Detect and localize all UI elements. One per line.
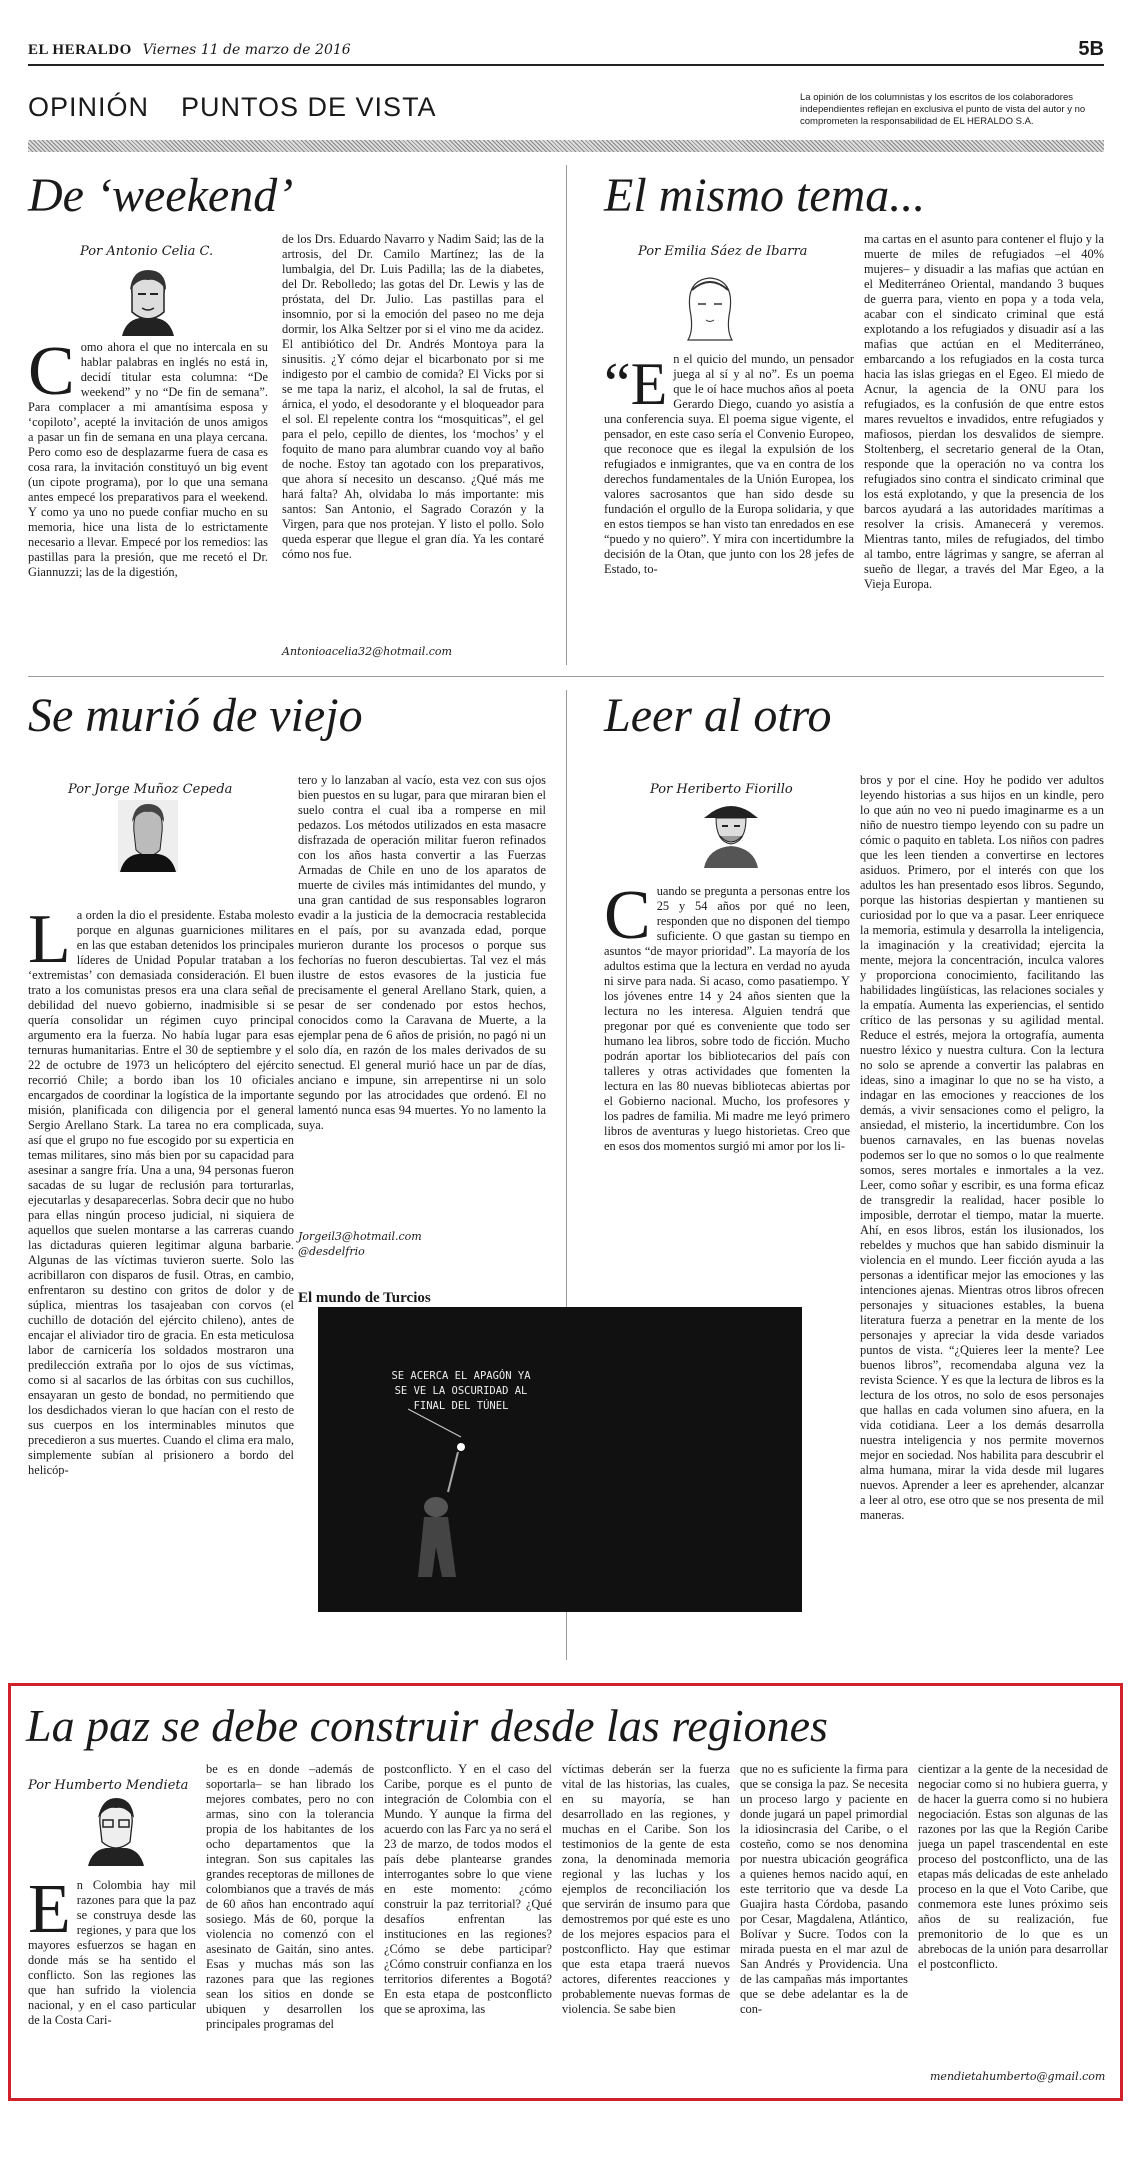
article-body-leer-col1 xyxy=(604,884,850,1294)
section-title: OPINIÓN xyxy=(28,92,150,122)
article-body-paz-col4 xyxy=(562,1762,730,2092)
headline-se-murio-de-viejo: Se murió de viejo xyxy=(28,689,363,742)
cartoon-drawing xyxy=(318,1307,802,1612)
headline-la-paz: La paz se debe construir desde las regiones xyxy=(26,1700,828,1751)
paragraph: víctimas deberán ser la fuerza vital de las historias, las cuales, en su mayoría, se han desarrollado en las regiones, y muchas en el Caribe. Son los testimonios de la gente de esta zona, la denominada memoria regional y las luchas y los ejemplos de reconciliación los que servirán de insumo para que demostremos por qué este es uno de los mejores espacios para el postconflicto. Hay que estimar que esta etapa traerá nuevos actores, diferentes reacciones y probablemente nuevas formas de violencia. Se sabe bien xyxy=(562,1762,730,2016)
masthead xyxy=(28,40,1104,60)
article-body-mismo-col2 xyxy=(864,232,1104,652)
section-header xyxy=(28,92,437,123)
paragraph: uando se pregunta a personas entre los 25 y 54 años por qué no leen, responden que no disponen del tiempo suficiente. O que gastan su tiempo en asuntos “de mayor prioridad”. La mayoría de los adultos estima que la lectura en verdad no ayuda ni sirve para nada. Si acaso, como pasatiempo. Y los jóvenes entre 14 y 24 años sienten que la lectura no les interesa. Alguien tendrá que pregonar por qué es conveniente que todo ser humano lea libros, sobre todo de ficción. Mucho podrán aportar los bibliotecarios del país con talleres y otras actividades que fomenten la lectura en las 80 nuevas bibliotecas abiertas por el Gobierno nacional. Mucho, los profesores y los padres de familia. Mi madre me leyó primero libros de aventuras y luego historietas. Creo que en esos dos momentos surgió mi amor por los li- xyxy=(604,884,850,1153)
article-body-viejo-col2 xyxy=(298,773,546,1173)
author-email: Jorgeil3@hotmail.com xyxy=(298,1230,422,1243)
author-portrait xyxy=(698,796,764,868)
drop-cap: “E xyxy=(604,352,668,417)
section-subtitle: PUNTOS DE VISTA xyxy=(181,92,437,122)
article-body-paz-col2 xyxy=(206,1762,374,2092)
article-body-leer-col2 xyxy=(860,773,1104,1663)
drop-cap: E xyxy=(28,1878,71,1948)
drop-cap: C xyxy=(604,884,651,954)
paragraph: omo ahora el que no intercala en su hablar palabras en inglés no está in, decidí titular esta columna: “De weekend” y no “De fin de semana”. Para complacer a mi amantísima esposa y ‘copiloto’, acepté la invitación de unos amigos a pasar un fin de semana en una playa cercana. Pero como eso de desplazarme fuera de casa es cosa rara, la invitación constituyó un big event (un cipote programa), por lo que una semana antes empecé los preparativos para el weekend. Y como ya uno no puede confiar mucho en su memoria, hice una lista de lo estrictamente necesario a llevar. Empecé por los remedios: las pastillas para la presión, que me recetó el Dr. Giannuzzi; las de la digestión, xyxy=(28,340,268,579)
author-handle: @desdelfrio xyxy=(298,1245,365,1258)
article-body-paz-col3 xyxy=(384,1762,552,2092)
paragraph: que no es suficiente la firma para que se consiga la paz. Se necesita un proceso largo y paciente en donde jugará un papel primordial la idiosincrasia del Caribe, o el costeño, como se nos denomina por nuestra ubicación geográfica a quienes hemos nacido aquí, en este territorio que va desde La Guajira hasta Córdoba, pasando por Cesar, Magdalena, Atlántico, Bolívar y Sucre. Todos con la mirada puesta en el mar azul de San Andrés y Providencia. Una de las campañas más importantes que se debe adelantar es la de con- xyxy=(740,1762,908,2016)
page-number: 5B xyxy=(1078,38,1104,60)
paragraph: n el quicio del mundo, un pensador juega al sí y al no”. Es un poema que le oí hace muchos años al poeta Gerardo Diego, cuando yo asistía a una conferencia suya. El poema sigue vigente, el pensador, en este caso sería el Convenio Europeo, que reconoce que es ilegal la expulsión de los refugiados e inmigrantes, que va en contra de los derechos fundamentales de la Unión Europea, los valores sacrosantos que han sido desde su fundación el orgullo de la Europa solidaria, y que en estos tiempos se han visto tan enredados en ese “puedo y no quiero”. Y mira con incertidumbre la decisión de la Otan, que junto con los 28 jefes de Estado, to- xyxy=(604,352,854,576)
paragraph: tero y lo lanzaban al vacío, esta vez con sus ojos bien puestos en su lugar, para que miraran bien el suelo contra el cual iba a romperse en mil pedazos. Los métodos utilizados en esta masacre disfrazada de operación militar fueron refinados con los años hasta convertir a las Fuerzas Armadas de Chile en uno de los aparatos de muerte de civiles más intimidantes del mundo, y una gran cantidad de sus responsables lograron evadir a la justicia de la democracia restablecida en el país, por su avanzada edad, porque murieron durante los procesos o porque sus fechorías no fueron descubiertas. Tal vez el más ilustre de estos evasores de la justicia fue precisamente el general Arellano Stark, quien, a pesar de ser condenado por estos hechos, conocidos como la Caravana de Muerte, a la ejemplar pena de 6 años de prisión, no pagó ni un solo día, en razón de los males derivados de su senectud. El general murió hace un par de días, anciano e impune, sin arrepentirse ni un solo segundo por las atrocidades que ordenó. El no lamentó nunca esas 94 muertes. Yo no lamento la suya. xyxy=(298,773,546,1132)
headline-mismo-tema: El mismo tema... xyxy=(604,169,926,222)
paragraph: ma cartas en el asunto para contener el flujo y la muerte de miles de refugiados –el 40% mujeres– y disuadir a las mafias que actúan en el Mediterráneo Oriental, mandando 3 buques de guerra para, viento en popa y a toda vela, acabar con el sindicato criminal que está explotando a los refugiados y disuadir así a las mafias que actúan en el Mediterráneo, embarcando a los refugiados en la costa turca hacia las islas griegas en el Egeo. El miedo de Acnur, la agencia de la ONU para los refugiados, es la confusión de que entre estos mares revueltos e invadidos, entre refugiados y mafiosos, pierdan los desvalidos de siempre. Stoltenberg, el secretario general de la Otan, responde que la operación no va contra los refugiados sino contra el sindicato criminal que los está explotando, y que la presencia de los barcos ayudará a las autoridades marítimas a resolver la crisis. Amanecerá y veremos. Mientras tanto, miles de refugiados, del timbo al tambo, entre lágrimas y sangre, se aferran al sueño de llegar, a través del Mar Egeo, a la Vieja Europa. xyxy=(864,232,1104,591)
cartoon-title: El mundo de Turcios xyxy=(298,1290,431,1306)
byline-la-paz: Por Humberto Mendieta xyxy=(28,1778,189,1793)
article-body-mismo-col1 xyxy=(604,352,854,652)
paragraph: a orden la dio el presidente. Estaba molesto porque en algunas guarniciones militares en las que estaban detenidos los principales líderes de Unidad Popular trataban a los ‘extremistas’ con demasiada consideración. El buen trato a los comunistas presos era una clara señal de debilidad del nuevo gobierno, inadmisible si se quería consolidar un régimen cuyo principal argumento era la fuerza. No había lugar para esas ternuras humanitarias. Entre el 30 de septiembre y el 22 de octubre de 1973 un helicóptero del ejército recorrió Chile; a bordo iban los 10 oficiales encargados de coordinar la logística de la importante misión, planificada con diligencia por el general Sergio Arellano Stark. La tarea no era complicada, así que el grupo no fue escogido por su experticia en temas militares, sino más bien por su capacidad para asesinar a sangre fría. Una a una, 94 personas fueron sacadas de su lugar de reclusión para torturarlas, ejecutarlas y desaparecerlas. Sobra decir que no hubo para ellas ningún proceso judicial, ni siquiera de aquellos que suelen montarse a las carreras cuando las dictaduras quieren legitimar alguna barbarie. Algunas de las víctimas tuvieron suerte. Solo las acribillaron con disparos de fusil. Otras, en cambio, enfrentaron su destino con gritos de dolor y de súplica, mientras los tasajeaban con corvos (el cuchillo de dotación del ejército chileno), antes de encajar el aliviador tiro de gracia. En esta meticulosa labor de carnicería los soldados mostraron una predilección extraña por lo ojos de sus víctimas, como si al sacarlos de las órbitas con sus cuchillos, ensayaran un gesto de bondad, no permitiendo que los desdichados vieran lo que hacían con el resto de sus cuerpos en los interminables minutos que precedieron a sus muertes. Cuando el clima era malo, simplemente subían al prisionero a bordo del helicóp- xyxy=(28,908,294,1477)
article-body-viejo-col1 xyxy=(28,908,294,1668)
author-portrait xyxy=(118,800,178,872)
headline-leer-al-otro: Leer al otro xyxy=(604,689,832,742)
author-portrait xyxy=(680,270,740,342)
byline-weekend: Por Antonio Celia C. xyxy=(80,244,214,259)
column-divider xyxy=(566,165,567,665)
paper-name: EL HERALDO xyxy=(28,42,132,58)
paragraph: postconflicto. Y en el caso del Caribe, porque es el punto de integración de Colombia con el Mundo. Y aunque la firma del acuerdo con las Farc ya no será el 23 de marzo, de todos modos el país debe plantearse grandes interrogantes sobre lo que viene en este momento: ¿cómo construir la paz territorial? ¿Qué desafíos enfrentan las instituciones en las regiones? ¿Cómo se debe participar? ¿Cómo construir confianza en los territorios diferentes a Bogotá? En esta etapa de postconflicto que se aproxima, las xyxy=(384,1762,552,2016)
disclaimer: La opinión de los columnistas y los escritos de los colaboradores independientes reflejan en exclusiva el punto de vista del autor y no comprometen la responsabilidad de EL HERALDO S.A. xyxy=(800,92,1086,127)
article-body-paz-col5 xyxy=(740,1762,908,2092)
headline-weekend: De ‘weekend’ xyxy=(28,169,294,222)
drop-cap: L xyxy=(28,908,71,978)
byline-mismo-tema: Por Emilia Sáez de Ibarra xyxy=(638,244,808,259)
cartoon-image xyxy=(318,1307,802,1612)
author-email: mendietahumberto@gmail.com xyxy=(930,2070,1106,2083)
paragraph: bros y por el cine. Hoy he podido ver adultos leyendo historias a sus hijos en un kindle, pero lo que aún no veo ni puedo imaginarme es a un niño de nuestro tiempo leyendo con su padre un cómic o paquito en tableta. Los niños con padres que les leen tienden a convertirse en lectores asiduos. Primero, por el interés con que los adultos les han presentado esos libros. Segundo, porque las historias despiertan y mantienen su curiosidad por lo que va a pasar. Leer enriquece la memoria, estimula y desarrolla la inteligencia, la imaginación y la creatividad; ejercita la mente, mejora la concentración, inculca valores y proporciona conocimiento, facilitando las habilidades lingüísticas, las relaciones sociales y la empatía. Aumenta las experiencias, el sentido crítico de las personas y su agilidad mental. Reduce el estrés, mejora la ortografía, aumenta nuestro léxico y nuestra cultura. Con la lectura no solo se aprende a convertir las palabras en ideas, sino a imaginar lo que no se ha visto, a indagar en las emociones y reacciones de los demás, a vivir sensaciones como el peligro, la ansiedad, el misterio, la incertidumbre. Con los buenos carnavales, en las buenas novelas podemos ser lo que no somos o lo que realmente somos, seres mortales e inmortales a la vez. Leer, como soñar y escribir, es una forma eficaz de transgredir la realidad, hacer posible lo imposible, derrotar el tiempo, matar la muerte. Ahí, en esos libros, están los ilusionados, los rebeldes y muchos que han sabido disminuir la violencia en el mundo. Leer ficción ayuda a las personas a identificar mejor las emociones y las intenciones ajenas. Mientras otros libros ofrecen personajes y situaciones estables, la buena literatura fuerza a penetrar en la mente de los personajes y apreciar la vida desde variados puntos de vista. “¿Quieres leer la mente? Lee buenos libros”, recomendaba alguna vez la revista Science. Y es que la lectura de libros es la lectura de los otros, no solo de esos personajes que hallas en cada volumen sino afuera, en la vida cotidiana. Leer a los demás desarrolla nuestra inteligencia y nos permite movernos mejor en sociedad. Nos habilita para descubrir el alma humana, mirar la vida desde mil lugares nuevos. Aprender a leer es aprehender, alcanzar a leer al otro, ese otro que se nos presenta de mil maneras. xyxy=(860,773,1104,1522)
author-portrait xyxy=(86,1794,146,1866)
article-body-weekend-col1 xyxy=(28,340,268,650)
section-hatch-divider xyxy=(28,140,1104,152)
author-email: Antonioacelia32@hotmail.com xyxy=(282,645,452,658)
masthead-rule xyxy=(28,64,1104,66)
paragraph: de los Drs. Eduardo Navarro y Nadim Said; las de la artrosis, del Dr. Camilo Martínez; las de la lumbalgia, del Dr. Luis Padilla; las de la diabetes, del Dr. Rebolledo; las gotas del Dr. Lewis y las de próstata, del Dr. Julio. Las pastillas para el insomnio, por si la emoción del paseo no me deja dormir, los Alka Seltzer por si el vino me da acidez. El antibiótico del Dr. Andrés Montoya para la sinusitis. ¿Y cómo dejar el bicarbonato por si me indigesto por el cambio de comida? El Vicks por si se me tapa la nariz, el alcohol, la sal de frutas, el árnica, el yodo, el desodorante y el bloqueador para el sol. El repelente contra los “mosquiticas”, el gel para el pelo, cepillo de dientes, los ‘mochos’ y el foquito de mano para alumbrar cuando voy al baño de noche. Estoy tan agotado con los preparativos, que ahora sí necesito un descanso. ¿Qué más me hará falta? Ah, olvidaba lo más importante: mis santos: San Antonio, el Sagrado Corazón y la Virgen, para que nos protejan. Y listo el pollo. Solo queda esperar que llegue el gran día. Ya les contaré cómo nos fue. xyxy=(282,232,544,561)
paragraph: n Colombia hay mil razones para que la paz se construya desde las regiones, y para que los mayores esfuerzos se hagan en donde más se ha sentido el conflicto. Son las regiones las que han sufrido la violencia nacional, y en el caso particular de la Costa Cari- xyxy=(28,1878,196,2027)
paragraph: be es en donde –además de soportarla– se han librado los mejores combates, pero no con armas, sino con la tolerancia propia de los habitantes de los ocho departamentos que la integran. Son sus capitales las grandes receptoras de millones de colombianos que a través de más de 60 años han encontrado aquí sosiego. Más de 60, porque la violencia no comenzó con el asesinato de Gaitán, sino antes. Esas y muchas más son las razones para que las regiones sean los sitios en donde se ubiquen y desarrollen los principales programas del xyxy=(206,1762,374,2031)
row-divider xyxy=(28,676,1104,677)
issue-date: Viernes 11 de marzo de 2016 xyxy=(142,42,351,58)
drop-cap: C xyxy=(28,340,75,410)
author-portrait xyxy=(118,264,178,336)
article-body-paz-col1 xyxy=(28,1878,196,2093)
cartoon-speech-text: SE ACERCA EL APAGÓN YA SE VE LA OSCURIDAD AL FINAL DEL TÚNEL xyxy=(391,1370,531,1412)
article-body-weekend-col2 xyxy=(282,232,544,642)
byline-se-murio-de-viejo: Por Jorge Muñoz Cepeda xyxy=(68,782,233,797)
article-body-paz-col6 xyxy=(918,1762,1108,2062)
byline-leer-al-otro: Por Heriberto Fiorillo xyxy=(650,782,793,797)
paragraph: cientizar a la gente de la necesidad de negociar como si no hubiera guerra, y de hacer la guerra como si no hubiera negociación. Estas son algunas de las razones por las que la Región Caribe juega un papel trascendental en este proceso del postconflicto, una de las etapas más delicadas de este anhelado proceso en la que el Voto Caribe, que conmemora este lunes próximo seis años de su realización, fue premonitorio de lo que es un abrebocas de la unión para desarrollar el postconflicto. xyxy=(918,1762,1108,1971)
